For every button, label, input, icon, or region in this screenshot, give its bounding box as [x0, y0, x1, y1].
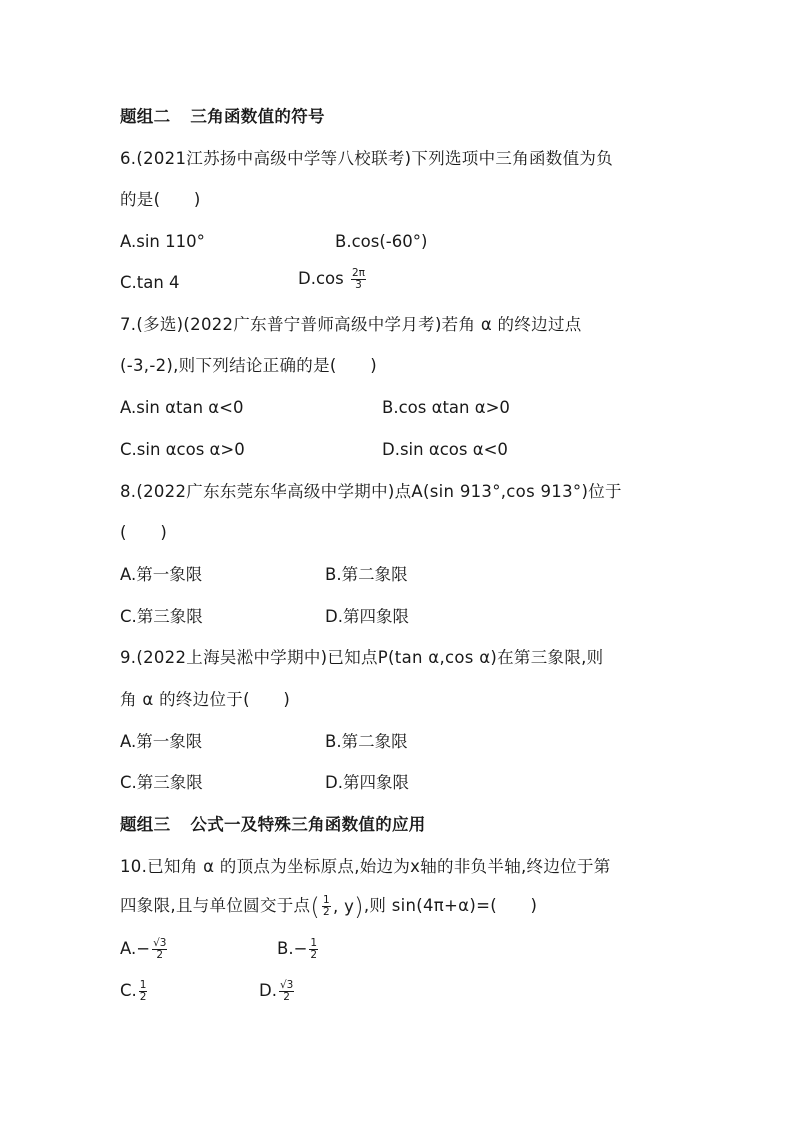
q10-option-c	[120, 980, 149, 1003]
section-title: 公式一及特殊三角函数值的应用	[190, 815, 426, 834]
q6-option-b: B.cos(-60°)	[335, 232, 428, 251]
fraction-numerator: 2π	[351, 267, 365, 279]
point-coordinates: ( $\frac{1}{2}$ , y )	[310, 892, 364, 921]
fraction-numerator: 1	[310, 937, 318, 949]
q10-stem-suffix: ,则 sin(4π+α)=( )	[363, 896, 538, 915]
fraction-denominator: 2	[310, 949, 318, 961]
fraction	[279, 980, 294, 1003]
q8-stem-line1: 8.(2022广东东莞东华高级中学期中)点A(sin 913°,cos 913°)位于	[120, 482, 622, 501]
point-y: , y	[333, 896, 355, 916]
section-label: 题组二	[120, 107, 171, 126]
q10-stem-line2	[120, 892, 538, 921]
q10-option-b	[277, 938, 320, 961]
fraction	[152, 938, 167, 961]
fraction-numerator: 1	[323, 894, 331, 906]
fraction-denominator: 2	[156, 949, 164, 961]
q8-option-d: D.第四象限	[325, 607, 409, 626]
q7-option-d: D.sin αcos α<0	[382, 440, 508, 459]
fraction-denominator: 2	[283, 991, 290, 1003]
fraction-numerator: √3	[153, 937, 167, 949]
section-title: 三角函数值的符号	[190, 107, 325, 126]
q6-option-d-prefix: D.cos	[298, 269, 349, 288]
q7-option-b: B.cos αtan α>0	[382, 398, 510, 417]
fraction	[309, 938, 318, 961]
q8-stem-line2: ( )	[120, 523, 168, 542]
q10-stem-line1: 10.已知角 α 的顶点为坐标原点,始边为x轴的非负半轴,终边位于第	[120, 857, 611, 876]
q6-stem-line2: 的是( )	[120, 190, 201, 209]
q10-stem-prefix: 四象限,且与单位圆交于点	[120, 896, 311, 915]
section-label: 题组三	[120, 815, 171, 834]
option-prefix: D.	[259, 981, 277, 1000]
option-prefix: C.	[120, 981, 137, 1000]
option-prefix: A.−	[120, 939, 151, 958]
section-heading-3	[120, 814, 426, 836]
q6-stem-line1: 6.(2021江苏扬中高级中学等八校联考)下列选项中三角函数值为负	[120, 149, 614, 168]
q7-stem-line2: (-3,-2),则下列结论正确的是( )	[120, 356, 377, 375]
q8-option-b: B.第二象限	[325, 565, 408, 584]
q9-stem-line1: 9.(2022上海吴淞中学期中)已知点P(tan α,cos α)在第三象限,则	[120, 648, 604, 667]
fraction	[322, 895, 331, 918]
q9-stem-line2: 角 α 的终边位于( )	[120, 690, 291, 709]
q7-stem-line1: 7.(多选)(2022广东普宁普师高级中学月考)若角 α 的终边过点	[120, 315, 582, 334]
fraction-denominator: 2	[323, 906, 331, 918]
option-prefix: B.−	[277, 939, 308, 958]
fraction-numerator: 1	[139, 979, 147, 991]
fraction-denominator: 3	[355, 279, 362, 291]
fraction	[351, 268, 366, 291]
q9-option-a: A.第一象限	[120, 732, 203, 751]
q9-option-b: B.第二象限	[325, 732, 408, 751]
q8-option-c: C.第三象限	[120, 607, 203, 626]
fraction-denominator: 2	[139, 991, 147, 1003]
q6-option-c: C.tan 4	[120, 273, 180, 292]
q7-option-a: A.sin αtan α<0	[120, 398, 244, 417]
section-heading-2	[120, 106, 325, 128]
q6-option-a: A.sin 110°	[120, 232, 205, 251]
fraction	[139, 980, 148, 1003]
q10-option-a	[120, 938, 169, 961]
fraction-numerator: √3	[279, 979, 294, 991]
q6-option-d	[298, 268, 368, 291]
q9-option-d: D.第四象限	[325, 773, 409, 792]
q8-option-a: A.第一象限	[120, 565, 203, 584]
q10-option-d	[259, 980, 296, 1003]
q7-option-c: C.sin αcos α>0	[120, 440, 245, 459]
q9-option-c: C.第三象限	[120, 773, 203, 792]
